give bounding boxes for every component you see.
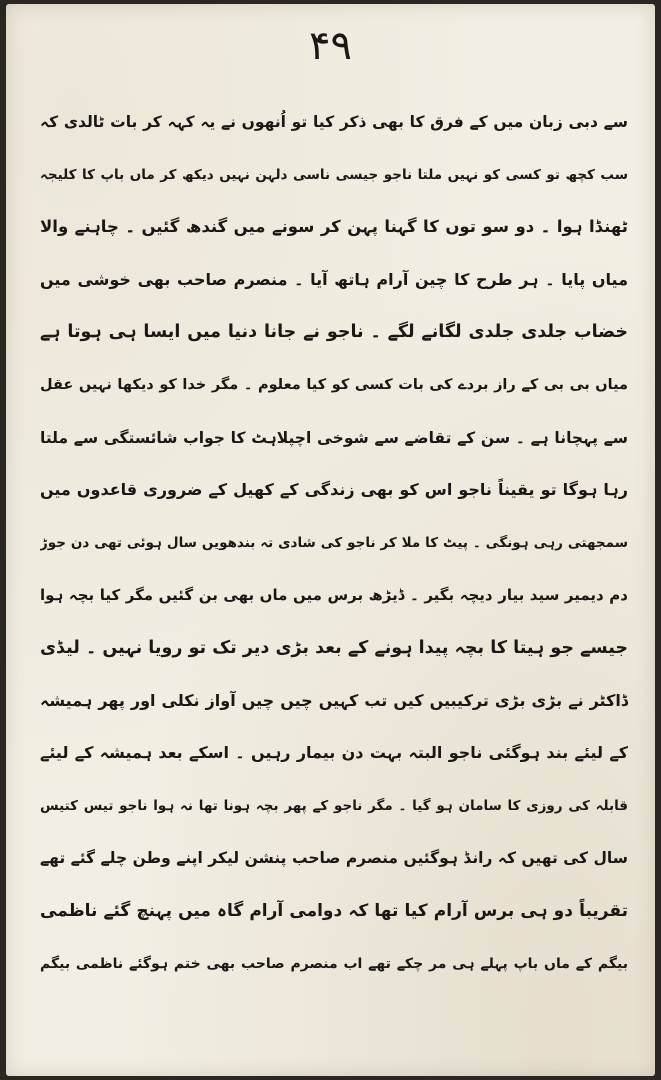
text-line: سمجھتی رہی ہونگی ۔ پیٹ کا ملا کر ناجو کی شادی تہ بندھویں سال ہوئی تھی دن جوڑ xyxy=(40,534,628,551)
text-line: ڈاکٹر نے بڑی بڑی ترکیبیں کیں تب کہیں چیں چیں آواز نکلی اور پھر ہمیشہ xyxy=(40,690,628,710)
text-line: دم دیمیر سید بیار دیچہ بگیر ۔ ڈیڑھ برس میں ماں بھی بن گئیں مگر کیا بچہ ہوا xyxy=(40,586,628,605)
text-line: کے لیئے بند ہوگئی ناجو البتہ بہت دن بیمار رہیں ۔ اسکے بعد ہمیشہ کے لیئے xyxy=(40,743,628,763)
text-line: بیگم کے ماں باپ پہلے ہی مر چکے تھے اب منصرم صاحب بھی ختم ہوگئے ناظمی بیگم xyxy=(40,955,628,972)
text-line: خضاب جلدی جلدی لگانے لگے ۔ ناجو نے جانا دنیا میں ایسا ہی ہوتا ہے xyxy=(40,322,628,343)
text-line: سے پہچانا ہے ۔ سن کے تقاضے سے شوخی اچپلاہٹ کا جواب شائستگی سے ملتا xyxy=(40,428,628,447)
text-line: ٹھنڈا ہوا ۔ دو سو توں کا گہنا پہن کر سونے میں گندھ گئیں ۔ چاہنے والا xyxy=(40,217,628,237)
text-line: سب کچھ تو کسی کو نہیں ملتا ناجو جیسی ناسی دلہن نہیں دیکھ کر ماں باپ کا کلیجہ xyxy=(40,166,628,183)
text-line: جیسے جو ہیتا کا بچہ پیدا ہونے کے بعد بڑی دیر تک تو رویا نہیں ۔ لیڈی xyxy=(40,637,628,658)
text-line: سے دبی زبان میں کے فرق کا بھی ذکر کیا تو اُنھوں نے یہ کہہ کر بات ٹالدی کہ xyxy=(40,113,628,131)
page-number: ۴۹ xyxy=(309,23,352,69)
text-line: تقریباً دو ہی برس آرام کیا تھا کہ دوامی آرام گاہ میں پہنچ گئے ناظمی xyxy=(40,900,628,921)
text-line: میاں بی بی کے راز بردے کی بات کسی کو کیا معلوم ۔ مگر خدا کو دیکھا نہیں عقل xyxy=(40,376,628,393)
text-line: رہا ہوگا تو یقیناً ناجو اس کو بھی زندگی کے کھیل کے ضروری قاعدوں میں xyxy=(40,480,628,500)
page-body-text xyxy=(40,96,628,990)
book-page xyxy=(6,4,655,1076)
text-line: سال کی تھیں کہ رانڈ ہوگئیں منصرم صاحب پنشن لیکر اپنے وطن چلے گئے تھے xyxy=(40,849,628,868)
text-line: میاں پایا ۔ ہر طرح کا چین آرام ہاتھ آیا ۔ منصرم صاحب بھی خوشی میں xyxy=(40,269,628,289)
text-line: قابلہ کی روزی کا سامان ہو گیا ۔ مگر ناجو کے پھر بچہ ہونا تھا نہ ہوا ناجو تیس کتیس xyxy=(40,797,628,814)
